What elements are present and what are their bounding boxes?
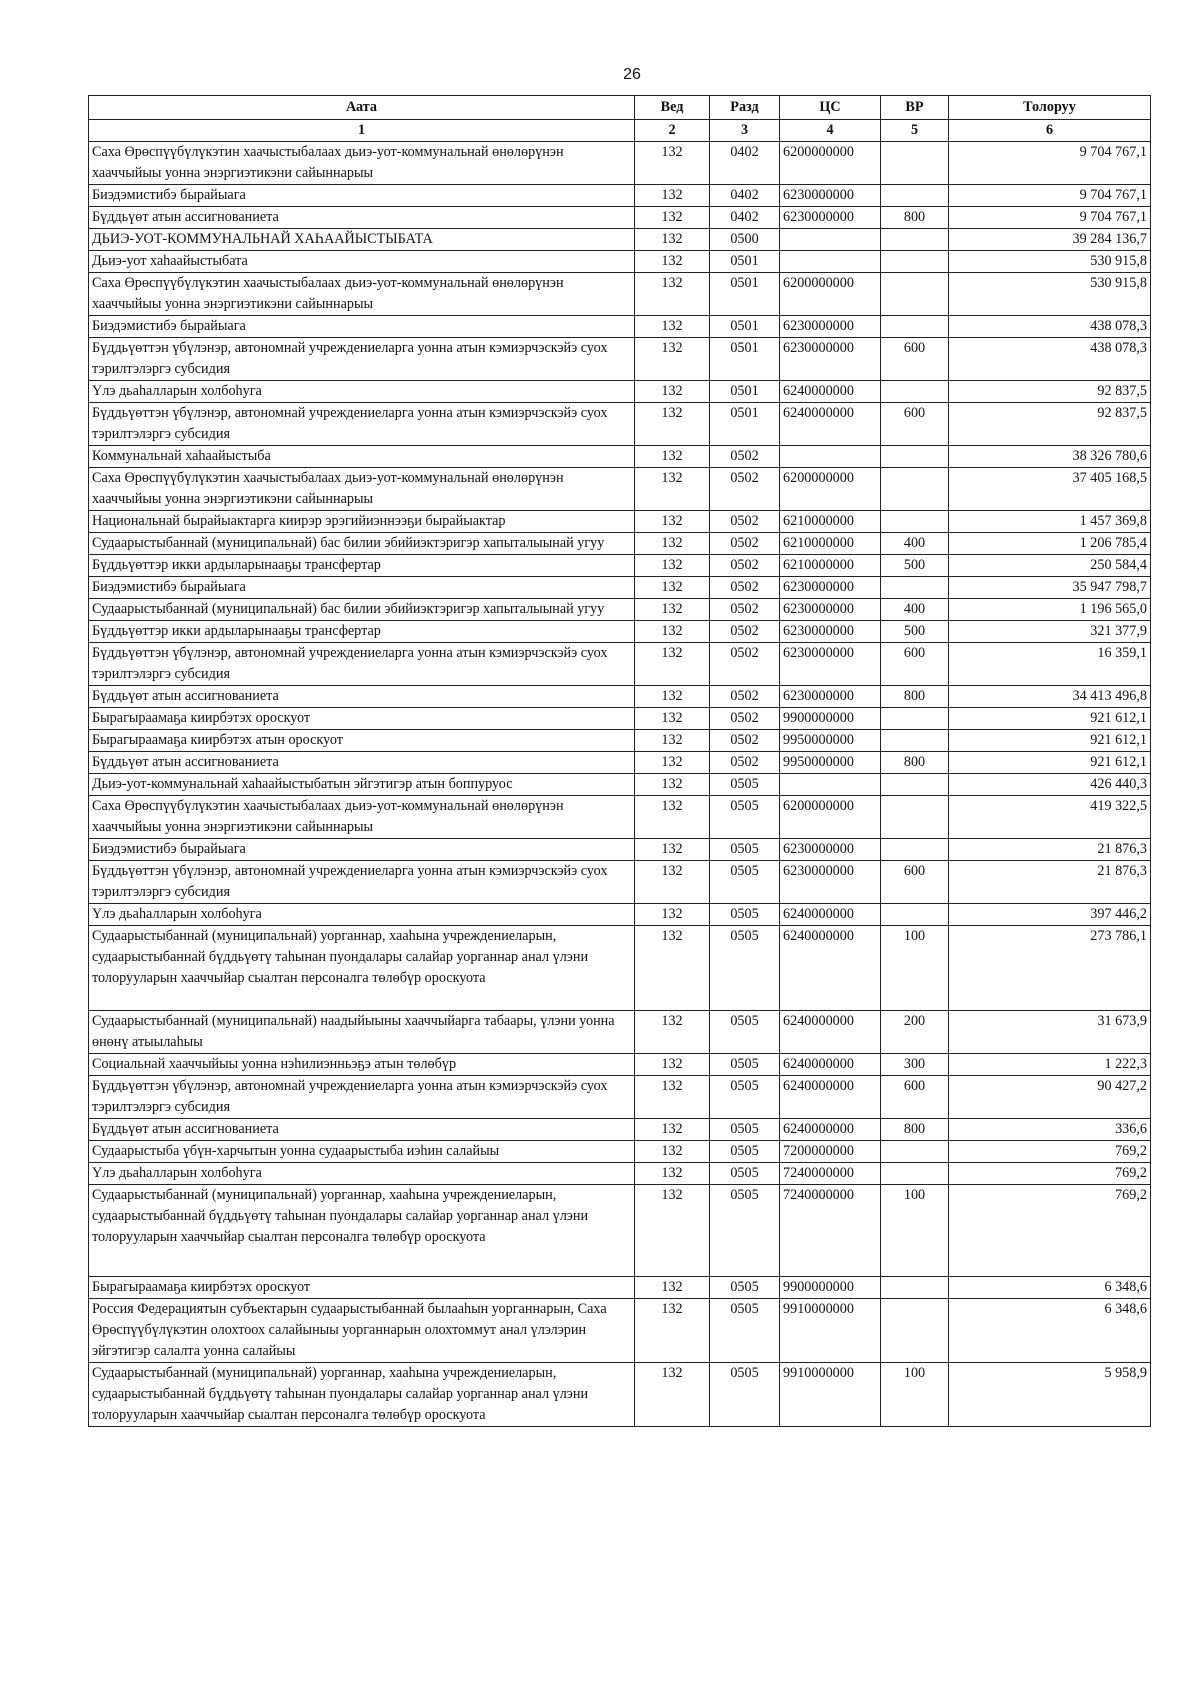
row-amount: 438 078,3 — [949, 338, 1151, 381]
row-ved: 132 — [635, 861, 710, 904]
table-row — [89, 1299, 1151, 1363]
row-name: Саха Өрөспүүбүлүкэтин хаачыстыбалаах дьиэ-уот-коммунальнай өнөлөрүнэн хааччыйыы уонна энэргиэтикэни сайыннарыы — [89, 142, 635, 185]
row-name: Үлэ дьаһалларын холбоһуга — [89, 1163, 635, 1185]
row-cs: 9910000000 — [780, 1299, 881, 1363]
row-amount: 31 673,9 — [949, 1011, 1151, 1054]
row-razd: 0402 — [710, 142, 780, 185]
row-ved: 132 — [635, 511, 710, 533]
row-razd: 0501 — [710, 251, 780, 273]
row-vr — [881, 774, 949, 796]
table-row — [89, 904, 1151, 926]
row-ved: 132 — [635, 273, 710, 316]
row-vr — [881, 1141, 949, 1163]
table-row — [89, 468, 1151, 511]
row-name: Национальнай бырайыактарга киирэр эрэгийиэннээҕи бырайыактар — [89, 511, 635, 533]
row-amount: 16 359,1 — [949, 643, 1151, 686]
row-cs: 6240000000 — [780, 403, 881, 446]
row-razd: 0505 — [710, 1011, 780, 1054]
row-name: Бүддьүөттэр икки ардыларынааҕы трансфертар — [89, 621, 635, 643]
row-vr — [881, 1299, 949, 1363]
row-name: ДЬИЭ-УОТ-КОММУНАЛЬНАЙ ХАҺААЙЫСТЫБАТА — [89, 229, 635, 251]
row-vr: 600 — [881, 861, 949, 904]
row-vr: 500 — [881, 555, 949, 577]
row-cs: 9900000000 — [780, 1277, 881, 1299]
row-vr: 800 — [881, 686, 949, 708]
row-ved: 132 — [635, 316, 710, 338]
row-ved: 132 — [635, 142, 710, 185]
row-razd: 0505 — [710, 1363, 780, 1427]
row-ved: 132 — [635, 904, 710, 926]
row-amount: 9 704 767,1 — [949, 207, 1151, 229]
row-name: Бүддьүөттэн үбүлэнэр, автономнай учреждениеларга уонна атын кэмиэрчэскэйэ суох тэрилтэлэргэ субсидия — [89, 403, 635, 446]
table-row — [89, 708, 1151, 730]
row-name: Биэдэмистибэ бырайыага — [89, 185, 635, 207]
row-name: Судаарыстыбаннай (муниципальнай) бас билии эбийиэктэригэр хапыталыынай угуу — [89, 533, 635, 555]
row-amount: 38 326 780,6 — [949, 446, 1151, 468]
row-razd: 0505 — [710, 1054, 780, 1076]
row-cs: 6230000000 — [780, 577, 881, 599]
row-razd: 0501 — [710, 338, 780, 381]
row-razd: 0502 — [710, 708, 780, 730]
row-ved: 132 — [635, 686, 710, 708]
row-razd: 0501 — [710, 316, 780, 338]
row-ved: 132 — [635, 251, 710, 273]
column-number: 4 — [780, 120, 881, 142]
row-ved: 132 — [635, 468, 710, 511]
table-row — [89, 926, 1151, 1011]
row-ved: 132 — [635, 1277, 710, 1299]
row-vr: 300 — [881, 1054, 949, 1076]
row-razd: 0502 — [710, 686, 780, 708]
row-ved: 132 — [635, 207, 710, 229]
table-row — [89, 1011, 1151, 1054]
row-vr: 600 — [881, 1076, 949, 1119]
row-amount: 92 837,5 — [949, 381, 1151, 403]
row-ved: 132 — [635, 774, 710, 796]
row-razd: 0505 — [710, 1185, 780, 1277]
row-name: Бүддьүөттэр икки ардыларынааҕы трансфертар — [89, 555, 635, 577]
row-cs: 6230000000 — [780, 861, 881, 904]
row-cs: 6200000000 — [780, 273, 881, 316]
row-cs: 6240000000 — [780, 1119, 881, 1141]
row-cs: 9910000000 — [780, 1363, 881, 1427]
row-cs: 6240000000 — [780, 1076, 881, 1119]
row-ved: 132 — [635, 708, 710, 730]
row-razd: 0501 — [710, 273, 780, 316]
table-row — [89, 774, 1151, 796]
row-vr — [881, 251, 949, 273]
row-vr — [881, 839, 949, 861]
row-amount: 769,2 — [949, 1141, 1151, 1163]
row-amount: 921 612,1 — [949, 730, 1151, 752]
column-number: 6 — [949, 120, 1151, 142]
row-razd: 0505 — [710, 1076, 780, 1119]
row-cs: 6230000000 — [780, 839, 881, 861]
row-cs: 7240000000 — [780, 1163, 881, 1185]
row-name: Биэдэмистибэ бырайыага — [89, 577, 635, 599]
table-row — [89, 1141, 1151, 1163]
row-razd: 0505 — [710, 1277, 780, 1299]
row-vr — [881, 1277, 949, 1299]
row-razd: 0505 — [710, 1299, 780, 1363]
column-number: 2 — [635, 120, 710, 142]
row-cs: 7200000000 — [780, 1141, 881, 1163]
row-ved: 132 — [635, 796, 710, 839]
row-cs: 9950000000 — [780, 730, 881, 752]
row-razd: 0505 — [710, 1163, 780, 1185]
row-ved: 132 — [635, 1141, 710, 1163]
table-row — [89, 251, 1151, 273]
row-vr — [881, 185, 949, 207]
table-row — [89, 403, 1151, 446]
row-amount: 1 222,3 — [949, 1054, 1151, 1076]
row-vr — [881, 708, 949, 730]
row-name: Бүддьүөттэн үбүлэнэр, автономнай учреждениеларга уонна атын кэмиэрчэскэйэ суох тэрилтэлэргэ субсидия — [89, 338, 635, 381]
row-amount: 1 206 785,4 — [949, 533, 1151, 555]
row-amount: 1 196 565,0 — [949, 599, 1151, 621]
table-row — [89, 446, 1151, 468]
row-razd: 0502 — [710, 599, 780, 621]
row-amount: 1 457 369,8 — [949, 511, 1151, 533]
row-ved: 132 — [635, 1363, 710, 1427]
row-amount: 37 405 168,5 — [949, 468, 1151, 511]
row-vr: 600 — [881, 643, 949, 686]
row-vr — [881, 1163, 949, 1185]
row-ved: 132 — [635, 1299, 710, 1363]
row-cs: 6230000000 — [780, 643, 881, 686]
table-row — [89, 142, 1151, 185]
row-amount: 21 876,3 — [949, 839, 1151, 861]
row-vr: 100 — [881, 1185, 949, 1277]
row-ved: 132 — [635, 730, 710, 752]
row-name: Биэдэмистибэ бырайыага — [89, 839, 635, 861]
table-row — [89, 207, 1151, 229]
header-row — [89, 96, 1151, 120]
row-razd: 0505 — [710, 1119, 780, 1141]
row-razd: 0402 — [710, 207, 780, 229]
table-row — [89, 185, 1151, 207]
header-cs: ЦС — [780, 96, 881, 120]
header-ved: Вед — [635, 96, 710, 120]
row-ved: 132 — [635, 381, 710, 403]
table-row — [89, 796, 1151, 839]
row-razd: 0402 — [710, 185, 780, 207]
row-ved: 132 — [635, 643, 710, 686]
row-razd: 0505 — [710, 926, 780, 1011]
row-vr — [881, 468, 949, 511]
row-vr: 600 — [881, 403, 949, 446]
row-amount: 39 284 136,7 — [949, 229, 1151, 251]
header-name: Аата — [89, 96, 635, 120]
row-ved: 132 — [635, 446, 710, 468]
row-cs: 6230000000 — [780, 621, 881, 643]
row-razd: 0502 — [710, 621, 780, 643]
table-row — [89, 316, 1151, 338]
row-name: Бүддьүөт атын ассигнованиета — [89, 686, 635, 708]
row-cs: 6200000000 — [780, 796, 881, 839]
table-row — [89, 577, 1151, 599]
row-name: Судаарыстыбаннай (муниципальнай) уорганнар, хааһына учреждениеларын, судаарыстыбаннай бүддьүөтү таһынан пуондалары салайар уорганнар анал үлэни толорууларын хааччыйар сыалтан персоналга төлөбүр ороскуота — [89, 1363, 635, 1427]
table-row — [89, 511, 1151, 533]
row-amount: 21 876,3 — [949, 861, 1151, 904]
row-amount: 273 786,1 — [949, 926, 1151, 1011]
budget-table — [88, 95, 1151, 1427]
row-cs: 6210000000 — [780, 511, 881, 533]
row-ved: 132 — [635, 1119, 710, 1141]
table-row — [89, 643, 1151, 686]
row-name: Үлэ дьаһалларын холбоһуга — [89, 904, 635, 926]
row-name: Бүддьүөт атын ассигнованиета — [89, 207, 635, 229]
row-amount: 419 322,5 — [949, 796, 1151, 839]
row-ved: 132 — [635, 839, 710, 861]
table-row — [89, 555, 1151, 577]
row-amount: 921 612,1 — [949, 752, 1151, 774]
row-vr: 800 — [881, 1119, 949, 1141]
row-ved: 132 — [635, 555, 710, 577]
row-amount: 397 446,2 — [949, 904, 1151, 926]
row-ved: 132 — [635, 577, 710, 599]
column-number: 3 — [710, 120, 780, 142]
row-amount: 92 837,5 — [949, 403, 1151, 446]
row-cs — [780, 251, 881, 273]
row-razd: 0505 — [710, 904, 780, 926]
row-name: Бүддьүөттэн үбүлэнэр, автономнай учреждениеларга уонна атын кэмиэрчэскэйэ суох тэрилтэлэргэ субсидия — [89, 1076, 635, 1119]
row-amount: 921 612,1 — [949, 708, 1151, 730]
row-razd: 0501 — [710, 381, 780, 403]
row-razd: 0505 — [710, 796, 780, 839]
table-row — [89, 752, 1151, 774]
row-cs: 6230000000 — [780, 316, 881, 338]
row-name: Үлэ дьаһалларын холбоһуга — [89, 381, 635, 403]
row-name: Биэдэмистибэ бырайыага — [89, 316, 635, 338]
row-cs: 6240000000 — [780, 1011, 881, 1054]
row-ved: 132 — [635, 1163, 710, 1185]
row-razd: 0502 — [710, 730, 780, 752]
row-name: Бүддьүөттэн үбүлэнэр, автономнай учреждениеларга уонна атын кэмиэрчэскэйэ суох тэрилтэлэргэ субсидия — [89, 643, 635, 686]
table-row — [89, 381, 1151, 403]
column-number-row — [89, 120, 1151, 142]
row-name: Бырагыраамаҕа киирбэтэх ороскуот — [89, 708, 635, 730]
row-vr — [881, 229, 949, 251]
page-number: 26 — [623, 66, 641, 83]
row-name: Коммунальнай хаһаайыстыба — [89, 446, 635, 468]
row-amount: 530 915,8 — [949, 273, 1151, 316]
row-name: Россия Федерациятын субъектарын судаарыстыбаннай былааһын уорганнарын, Саха Өрөспүүбүлүкэтин олохтоох салайыныы уорганнарын олохтоммут анал үлэлэрин эйгэтигэр салалта уонна салайыы — [89, 1299, 635, 1363]
row-razd: 0500 — [710, 229, 780, 251]
table-row — [89, 273, 1151, 316]
row-vr: 200 — [881, 1011, 949, 1054]
row-vr — [881, 142, 949, 185]
row-ved: 132 — [635, 1076, 710, 1119]
row-cs: 6230000000 — [780, 338, 881, 381]
row-razd: 0501 — [710, 403, 780, 446]
row-cs: 6200000000 — [780, 142, 881, 185]
row-amount: 6 348,6 — [949, 1277, 1151, 1299]
row-vr: 100 — [881, 1363, 949, 1427]
row-name: Саха Өрөспүүбүлүкэтин хаачыстыбалаах дьиэ-уот-коммунальнай өнөлөрүнэн хааччыйыы уонна энэргиэтикэни сайыннарыы — [89, 796, 635, 839]
row-cs: 6240000000 — [780, 926, 881, 1011]
row-cs: 6240000000 — [780, 1054, 881, 1076]
row-ved: 132 — [635, 621, 710, 643]
row-name: Бүддьүөттэн үбүлэнэр, автономнай учреждениеларга уонна атын кэмиэрчэскэйэ суох тэрилтэлэргэ субсидия — [89, 861, 635, 904]
row-razd: 0502 — [710, 511, 780, 533]
row-name: Дьиэ-уот хаһаайыстыбата — [89, 251, 635, 273]
row-vr — [881, 904, 949, 926]
row-name: Бүддьүөт атын ассигнованиета — [89, 1119, 635, 1141]
row-vr — [881, 316, 949, 338]
row-amount: 438 078,3 — [949, 316, 1151, 338]
table-row — [89, 1076, 1151, 1119]
row-amount: 90 427,2 — [949, 1076, 1151, 1119]
row-vr — [881, 730, 949, 752]
table-row — [89, 839, 1151, 861]
column-number: 1 — [89, 120, 635, 142]
row-razd: 0502 — [710, 643, 780, 686]
row-cs: 6230000000 — [780, 599, 881, 621]
table-row — [89, 338, 1151, 381]
row-name: Судаарыстыбаннай (муниципальнай) уорганнар, хааһына учреждениеларын, судаарыстыбаннай бүддьүөтү таһынан пуондалары салайар уорганнар анал үлэни толорууларын хааччыйар сыалтан персоналга төлөбүр ороскуота — [89, 926, 635, 1011]
row-ved: 132 — [635, 926, 710, 1011]
row-cs: 6210000000 — [780, 533, 881, 555]
row-cs: 6230000000 — [780, 207, 881, 229]
row-name: Саха Өрөспүүбүлүкэтин хаачыстыбалаах дьиэ-уот-коммунальнай өнөлөрүнэн хааччыйыы уонна энэргиэтикэни сайыннарыы — [89, 468, 635, 511]
row-ved: 132 — [635, 338, 710, 381]
row-ved: 132 — [635, 229, 710, 251]
table-body — [89, 142, 1151, 1427]
header-vr: ВР — [881, 96, 949, 120]
row-amount: 769,2 — [949, 1185, 1151, 1277]
row-amount: 9 704 767,1 — [949, 185, 1151, 207]
row-cs: 6200000000 — [780, 468, 881, 511]
row-amount: 250 584,4 — [949, 555, 1151, 577]
row-name: Судаарыстыбаннай (муниципальнай) уорганнар, хааһына учреждениеларын, судаарыстыбаннай бүддьүөтү таһынан пуондалары салайар уорганнар анал үлэни толорууларын хааччыйар сыалтан персоналга төлөбүр ороскуота — [89, 1185, 635, 1277]
row-amount: 530 915,8 — [949, 251, 1151, 273]
row-amount: 336,6 — [949, 1119, 1151, 1141]
row-ved: 132 — [635, 533, 710, 555]
table-row — [89, 1119, 1151, 1141]
table-row — [89, 229, 1151, 251]
row-name: Социальнай хааччыйыы уонна нэһилиэнньэҕэ атын төлөбүр — [89, 1054, 635, 1076]
table-row — [89, 1277, 1151, 1299]
row-vr — [881, 273, 949, 316]
row-cs: 9950000000 — [780, 752, 881, 774]
row-name: Дьиэ-уот-коммунальнай хаһаайыстыбатын эйгэтигэр атын боппуруос — [89, 774, 635, 796]
row-name: Бүддьүөт атын ассигнованиета — [89, 752, 635, 774]
table-row — [89, 1363, 1151, 1427]
row-name: Судаарыстыбаннай (муниципальнай) наадыйыыны хааччыйарга табаары, үлэни уонна өнөнү атыылаһыы — [89, 1011, 635, 1054]
row-ved: 132 — [635, 599, 710, 621]
row-razd: 0502 — [710, 533, 780, 555]
row-cs: 6230000000 — [780, 185, 881, 207]
row-cs — [780, 229, 881, 251]
row-razd: 0505 — [710, 1141, 780, 1163]
table-row — [89, 861, 1151, 904]
row-vr — [881, 446, 949, 468]
table-row — [89, 533, 1151, 555]
row-vr — [881, 577, 949, 599]
row-vr: 600 — [881, 338, 949, 381]
row-razd: 0505 — [710, 774, 780, 796]
row-cs — [780, 774, 881, 796]
row-amount: 6 348,6 — [949, 1299, 1151, 1363]
header-amount: Толоруу — [949, 96, 1151, 120]
header-razd: Разд — [710, 96, 780, 120]
table-row — [89, 599, 1151, 621]
row-amount: 426 440,3 — [949, 774, 1151, 796]
row-razd: 0502 — [710, 577, 780, 599]
row-cs: 6210000000 — [780, 555, 881, 577]
row-cs: 6240000000 — [780, 904, 881, 926]
table-row — [89, 1054, 1151, 1076]
row-name: Судаарыстыба үбүн-харчытын уонна судаарыстыба иэһин салайыы — [89, 1141, 635, 1163]
row-vr: 500 — [881, 621, 949, 643]
row-vr: 800 — [881, 207, 949, 229]
row-razd: 0502 — [710, 555, 780, 577]
row-name: Бырагыраамаҕа киирбэтэх атын ороскуот — [89, 730, 635, 752]
row-amount: 769,2 — [949, 1163, 1151, 1185]
row-ved: 132 — [635, 403, 710, 446]
row-ved: 132 — [635, 1011, 710, 1054]
row-ved: 132 — [635, 752, 710, 774]
row-name: Бырагыраамаҕа киирбэтэх ороскуот — [89, 1277, 635, 1299]
row-cs: 7240000000 — [780, 1185, 881, 1277]
row-ved: 132 — [635, 1185, 710, 1277]
row-vr: 800 — [881, 752, 949, 774]
row-vr — [881, 511, 949, 533]
row-razd: 0505 — [710, 861, 780, 904]
row-vr — [881, 381, 949, 403]
row-amount: 35 947 798,7 — [949, 577, 1151, 599]
row-razd: 0505 — [710, 839, 780, 861]
row-razd: 0502 — [710, 752, 780, 774]
row-cs: 6230000000 — [780, 686, 881, 708]
row-vr: 100 — [881, 926, 949, 1011]
row-vr: 400 — [881, 533, 949, 555]
row-vr — [881, 796, 949, 839]
row-amount: 34 413 496,8 — [949, 686, 1151, 708]
row-name: Саха Өрөспүүбүлүкэтин хаачыстыбалаах дьиэ-уот-коммунальнай өнөлөрүнэн хааччыйыы уонна энэргиэтикэни сайыннарыы — [89, 273, 635, 316]
row-amount: 9 704 767,1 — [949, 142, 1151, 185]
row-ved: 132 — [635, 1054, 710, 1076]
row-amount: 5 958,9 — [949, 1363, 1151, 1427]
row-amount: 321 377,9 — [949, 621, 1151, 643]
column-number: 5 — [881, 120, 949, 142]
table-row — [89, 621, 1151, 643]
table-row — [89, 1185, 1151, 1277]
row-ved: 132 — [635, 185, 710, 207]
row-cs: 6240000000 — [780, 381, 881, 403]
table-row — [89, 730, 1151, 752]
row-vr: 400 — [881, 599, 949, 621]
row-razd: 0502 — [710, 468, 780, 511]
row-name: Судаарыстыбаннай (муниципальнай) бас билии эбийиэктэригэр хапыталыынай угуу — [89, 599, 635, 621]
table-row — [89, 686, 1151, 708]
row-cs — [780, 446, 881, 468]
row-cs: 9900000000 — [780, 708, 881, 730]
row-razd: 0502 — [710, 446, 780, 468]
table-row — [89, 1163, 1151, 1185]
